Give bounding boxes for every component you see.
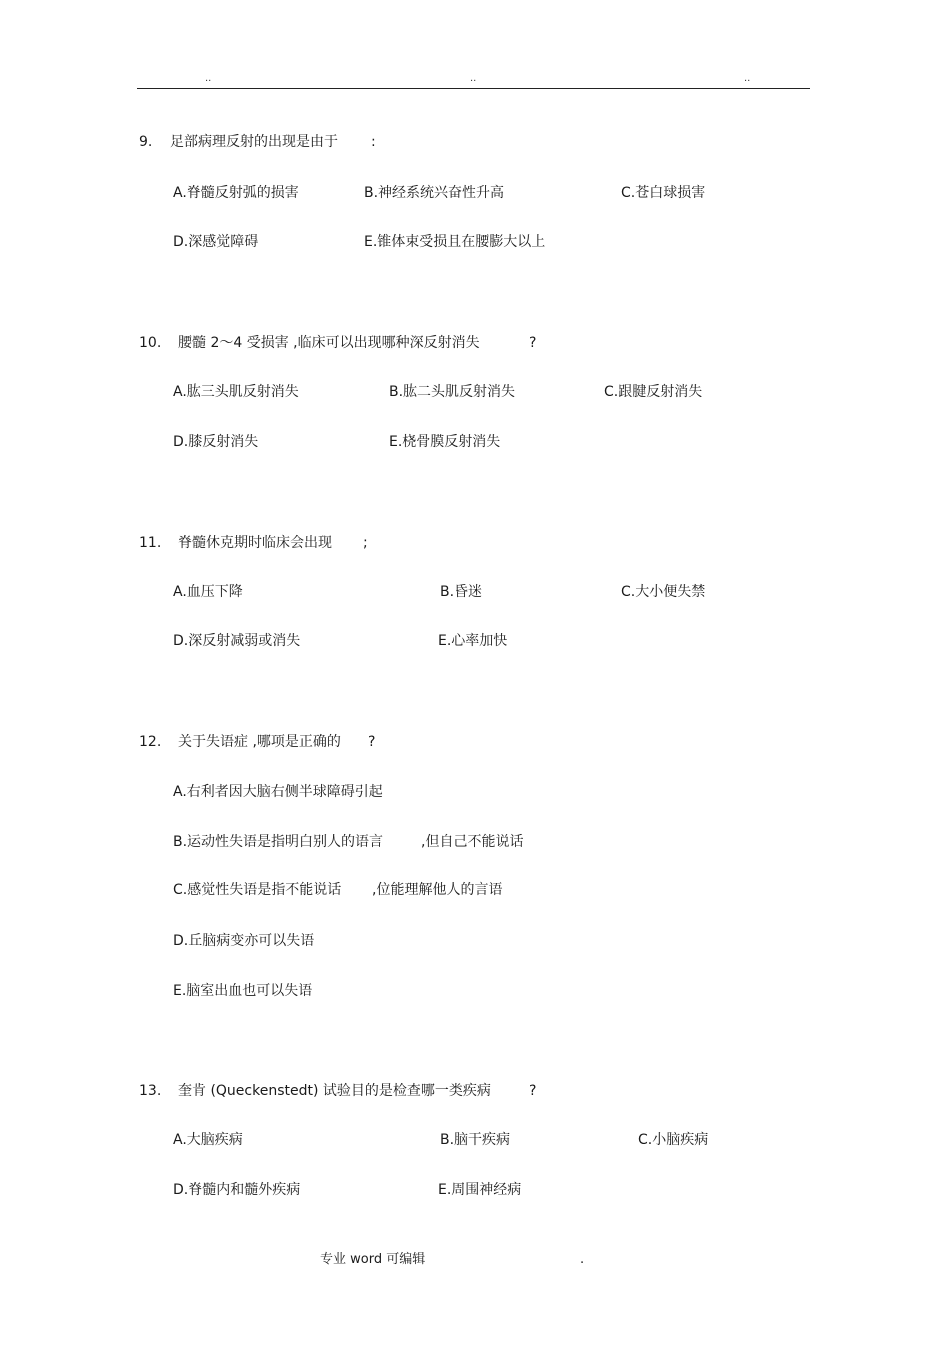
option-d: D.脊髓内和髓外疾病 bbox=[173, 1182, 301, 1198]
option-c: C.感觉性失语是指不能说话 bbox=[173, 882, 342, 898]
header-dot-right: .. bbox=[744, 73, 751, 84]
option-b: B.肱二头肌反射消失 bbox=[389, 384, 516, 400]
question-number: 12. bbox=[139, 734, 162, 750]
option-b: B.运动性失语是指明白别人的语言 bbox=[173, 834, 384, 850]
question-stem: 足部病理反射的出现是由于 bbox=[170, 134, 338, 150]
option-b-tail: ,但自己不能说话 bbox=[421, 834, 524, 850]
question-tail: : bbox=[371, 134, 376, 150]
option-a: A.右利者因大脑右侧半球障碍引起 bbox=[173, 784, 383, 800]
option-e: E.周围神经病 bbox=[438, 1182, 522, 1198]
question-tail: ? bbox=[529, 1083, 537, 1099]
option-c: C.跟腱反射消失 bbox=[604, 384, 703, 400]
question-stem: 关于失语症 ,哪项是正确的 bbox=[178, 734, 341, 750]
question-number: 10. bbox=[139, 335, 162, 351]
option-b: B.脑干疾病 bbox=[440, 1132, 511, 1148]
option-d: D.膝反射消失 bbox=[173, 434, 259, 450]
option-d: D.丘脑病变亦可以失语 bbox=[173, 933, 315, 949]
option-e: E.桡骨膜反射消失 bbox=[389, 434, 501, 450]
option-e: E.脑室出血也可以失语 bbox=[173, 983, 313, 999]
header-rule bbox=[137, 88, 810, 89]
option-e: E.锥体束受损且在腰膨大以上 bbox=[364, 234, 546, 250]
option-a: A.脊髓反射弧的损害 bbox=[173, 185, 299, 201]
question-stem: 奎肯 (Queckenstedt) 试验目的是检查哪一类疾病 bbox=[178, 1083, 491, 1099]
question-stem: 腰髓 2～4 受损害 ,临床可以出现哪种深反射消失 bbox=[178, 335, 480, 351]
option-b: B.昏迷 bbox=[440, 584, 483, 600]
option-d: D.深反射减弱或消失 bbox=[173, 633, 301, 649]
header-dot-center: .. bbox=[470, 73, 477, 84]
option-c: C.小脑疾病 bbox=[638, 1132, 709, 1148]
question-stem: 脊髓休克期时临床会出现 bbox=[178, 535, 332, 551]
option-c-tail: ,位能理解他人的言语 bbox=[372, 882, 503, 898]
question-number: 13. bbox=[139, 1083, 162, 1099]
question-number: 11. bbox=[139, 535, 162, 551]
option-e: E.心率加快 bbox=[438, 633, 508, 649]
footer-dot: . bbox=[580, 1252, 585, 1267]
footer-text: 专业 word 可编辑 bbox=[320, 1252, 426, 1267]
option-a: A.大脑疾病 bbox=[173, 1132, 243, 1148]
option-d: D.深感觉障碍 bbox=[173, 234, 259, 250]
question-tail: ? bbox=[368, 734, 376, 750]
question-tail: ; bbox=[363, 535, 368, 551]
option-a: A.血压下降 bbox=[173, 584, 243, 600]
question-number: 9. bbox=[139, 134, 153, 150]
option-c: C.苍白球损害 bbox=[621, 185, 706, 201]
option-b: B.神经系统兴奋性升高 bbox=[364, 185, 505, 201]
option-c: C.大小便失禁 bbox=[621, 584, 706, 600]
header-dot-left: .. bbox=[205, 73, 212, 84]
question-tail: ? bbox=[529, 335, 537, 351]
option-a: A.肱三头肌反射消失 bbox=[173, 384, 299, 400]
